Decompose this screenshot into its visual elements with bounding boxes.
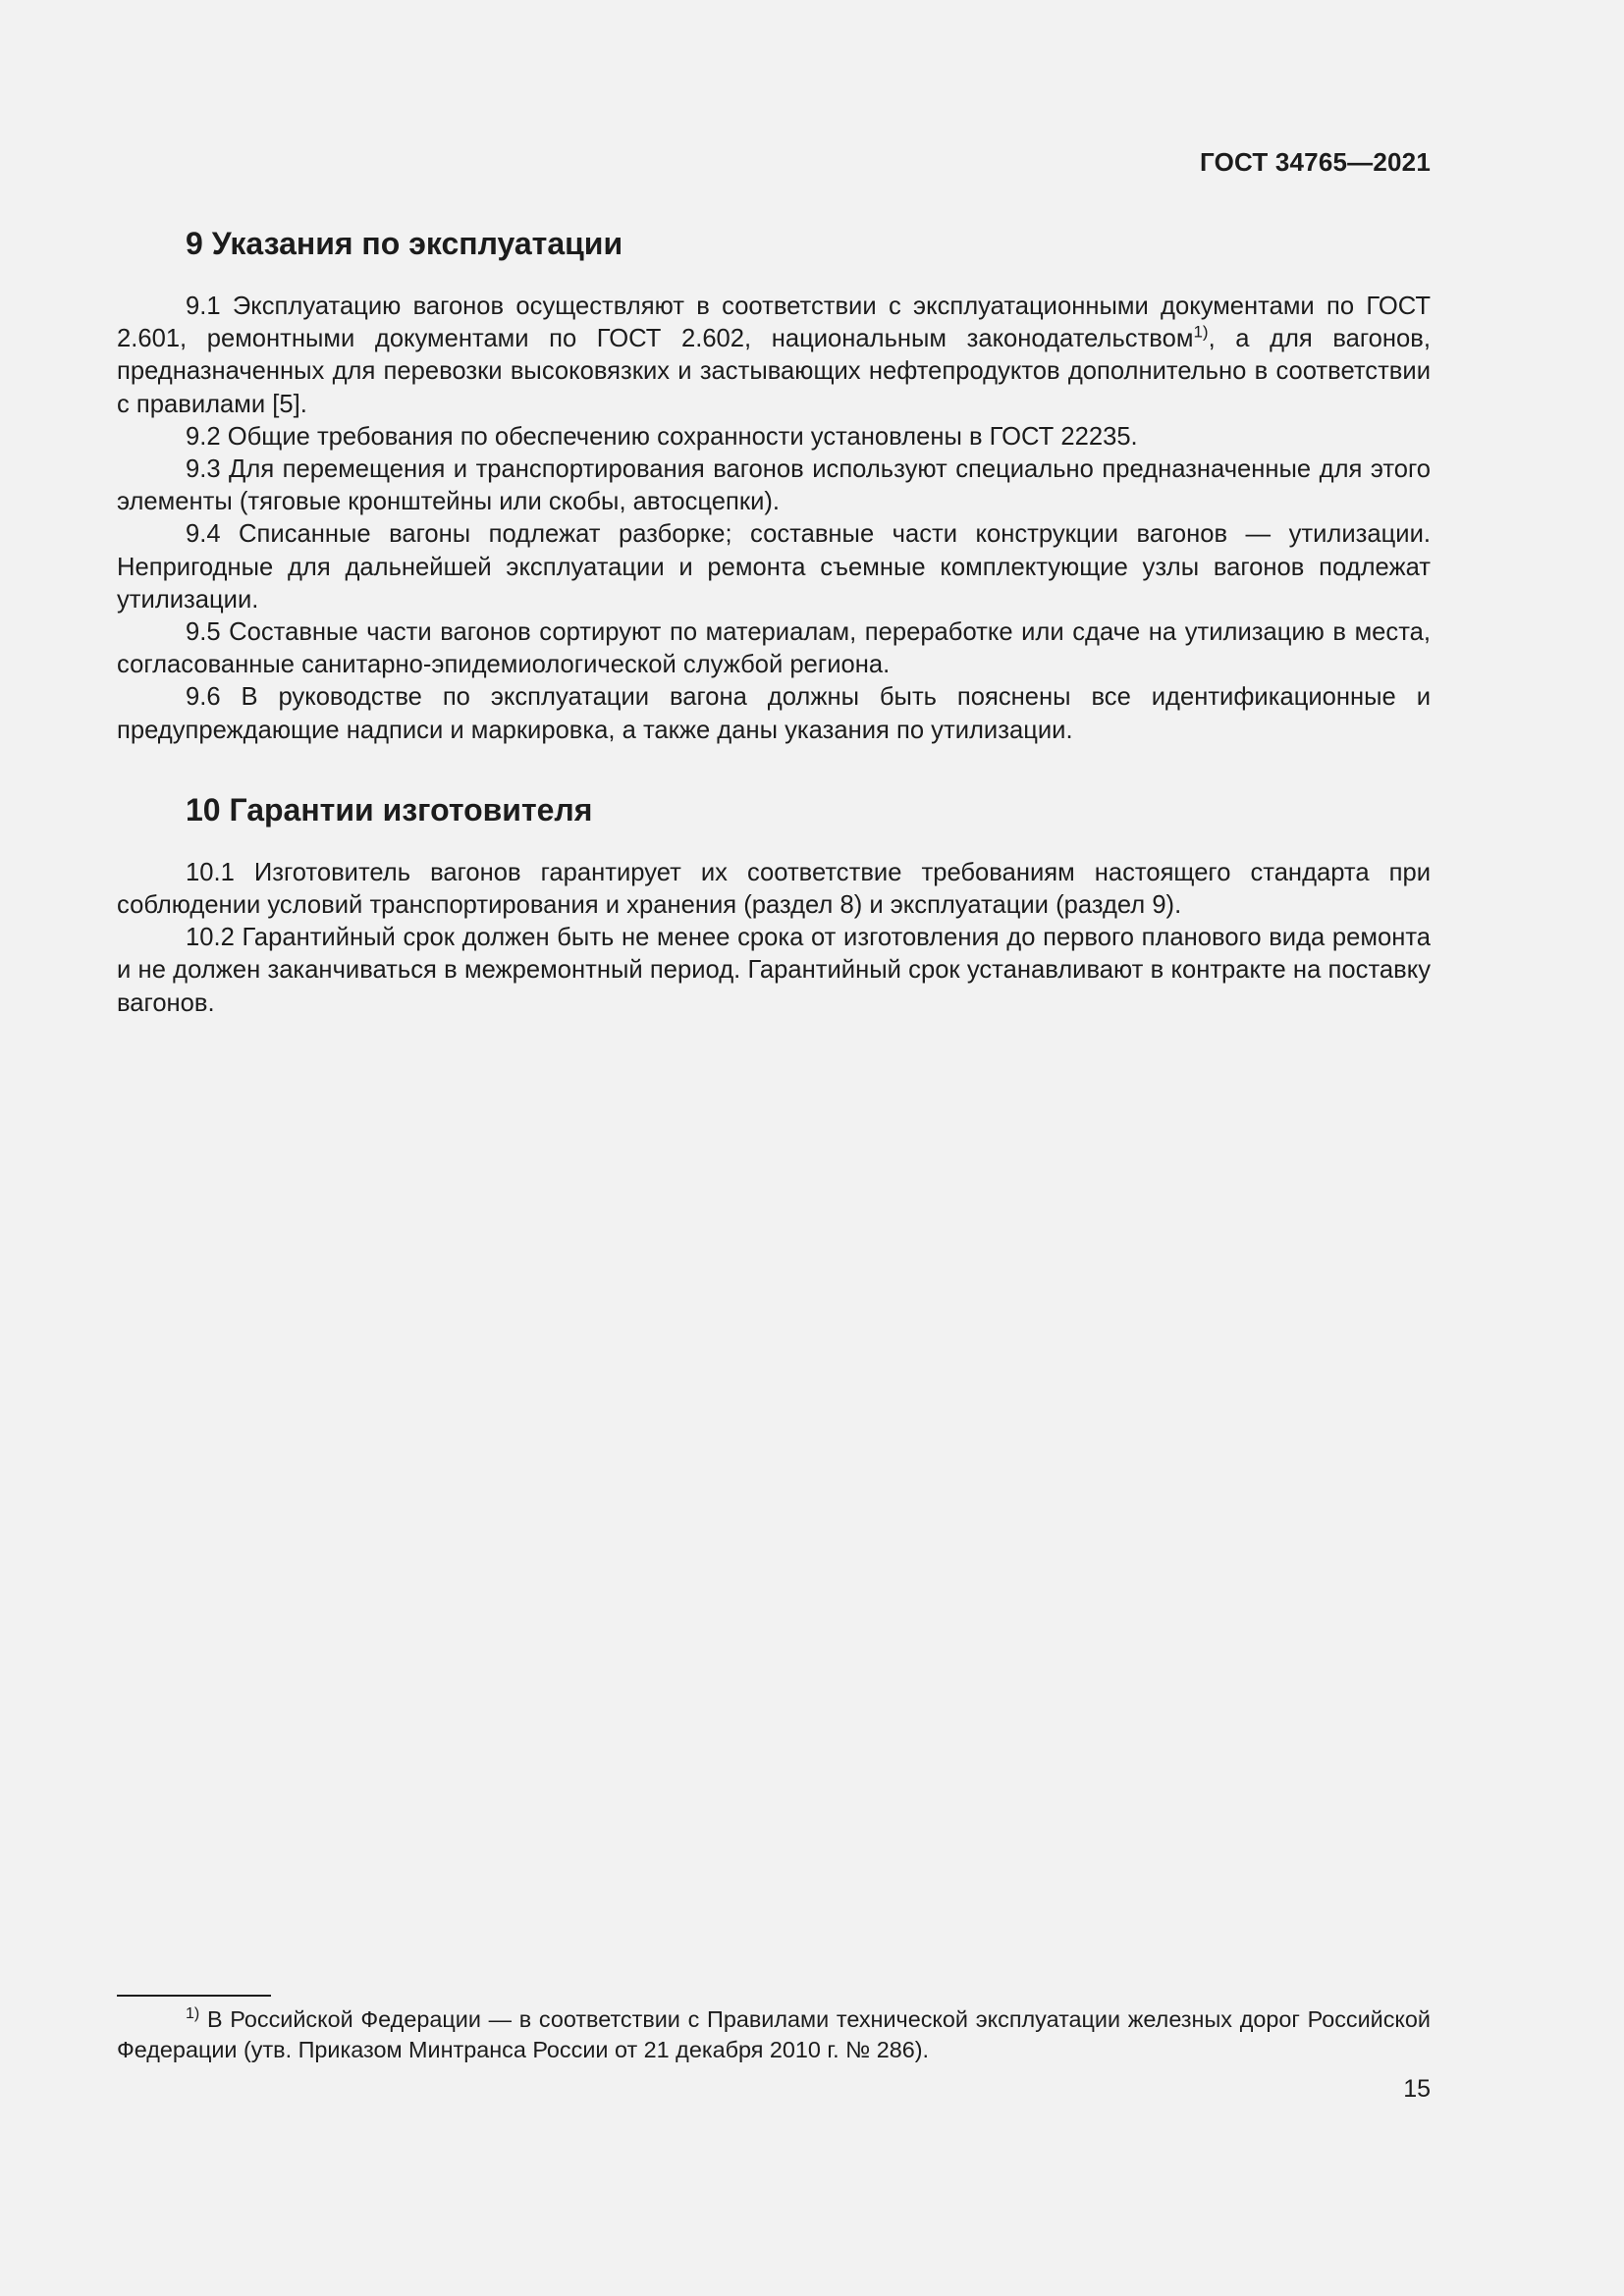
footnote-1 <box>117 2004 1431 2065</box>
footnote-1-text: В Российской Федерации — в соответствии с Правилами технической эксплуатации железных дорог Российской Федерации (утв. Приказом Минтранса России от 21 декабря 2010 г. № 286). <box>117 2006 1431 2062</box>
section-10-heading: 10 Гарантии изготовителя <box>186 791 593 828</box>
paragraph-9-6: 9.6 В руководстве по эксплуатации вагона должны быть пояснены все идентификационные и предупреждающие надписи и маркировка, а также даны указания по утилизации. <box>117 683 1431 744</box>
paragraph-9-1-text: 9.1 Эксплуатацию вагонов осуществляют в соответствии с эксплуатационными документами по ГОСТ 2.601, ремонтными документами по ГОСТ 2.602, национальным законодательством <box>117 293 1431 353</box>
section-9-heading: 9 Указания по эксплуатации <box>186 226 623 261</box>
paragraph-9-3: 9.3 Для перемещения и транспортирования вагонов используют специально предназначенные для этого элементы (тяговые кронштейны или скобы, автосцепки). <box>117 455 1431 516</box>
paragraph-9-2: 9.2 Общие требования по обеспечению сохранности установлены в ГОСТ 22235. <box>186 422 1138 451</box>
paragraph-9-1 <box>117 291 1431 421</box>
page-number: 15 <box>1403 2075 1431 2103</box>
document-identifier: ГОСТ 34765—2021 <box>1200 147 1431 177</box>
footnote-reference: 1) <box>1193 322 1209 342</box>
main-content <box>117 218 1431 1020</box>
footnote-marker: 1) <box>186 2005 200 2023</box>
paragraph-9-1-text-cont: , а для вагонов, предназначенных для перевозки высоковязких и застывающих нефтепродуктов дополнительно в соответствии с правилами [5]. <box>117 325 1431 418</box>
paragraph-9-4: 9.4 Списанные вагоны подлежат разборке; составные части конструкции вагонов — утилизации. Непригодные для дальнейшей эксплуатации и ремонта съемные комплектующие узлы вагонов подлежат утилизации. <box>117 520 1431 614</box>
paragraph-9-5: 9.5 Составные части вагонов сортируют по материалам, переработке или сдаче на утилизацию в места, согласованные санитарно-эпидемиологической службой региона. <box>117 618 1431 679</box>
footnote-area <box>117 1995 1431 2065</box>
footnote-separator <box>117 1995 271 1997</box>
paragraph-10-1: 10.1 Изготовитель вагонов гарантирует их соответствие требованиям настоящего стандарта при соблюдении условий транспортирования и хранения (раздел 8) и эксплуатации (раздел 9). <box>117 858 1431 920</box>
paragraph-10-2: 10.2 Гарантийный срок должен быть не менее срока от изготовления до первого планового вида ремонта и не должен заканчиваться в межремонтный период. Гарантийный срок устанавливают в контракте на поставку вагонов. <box>117 924 1431 1017</box>
